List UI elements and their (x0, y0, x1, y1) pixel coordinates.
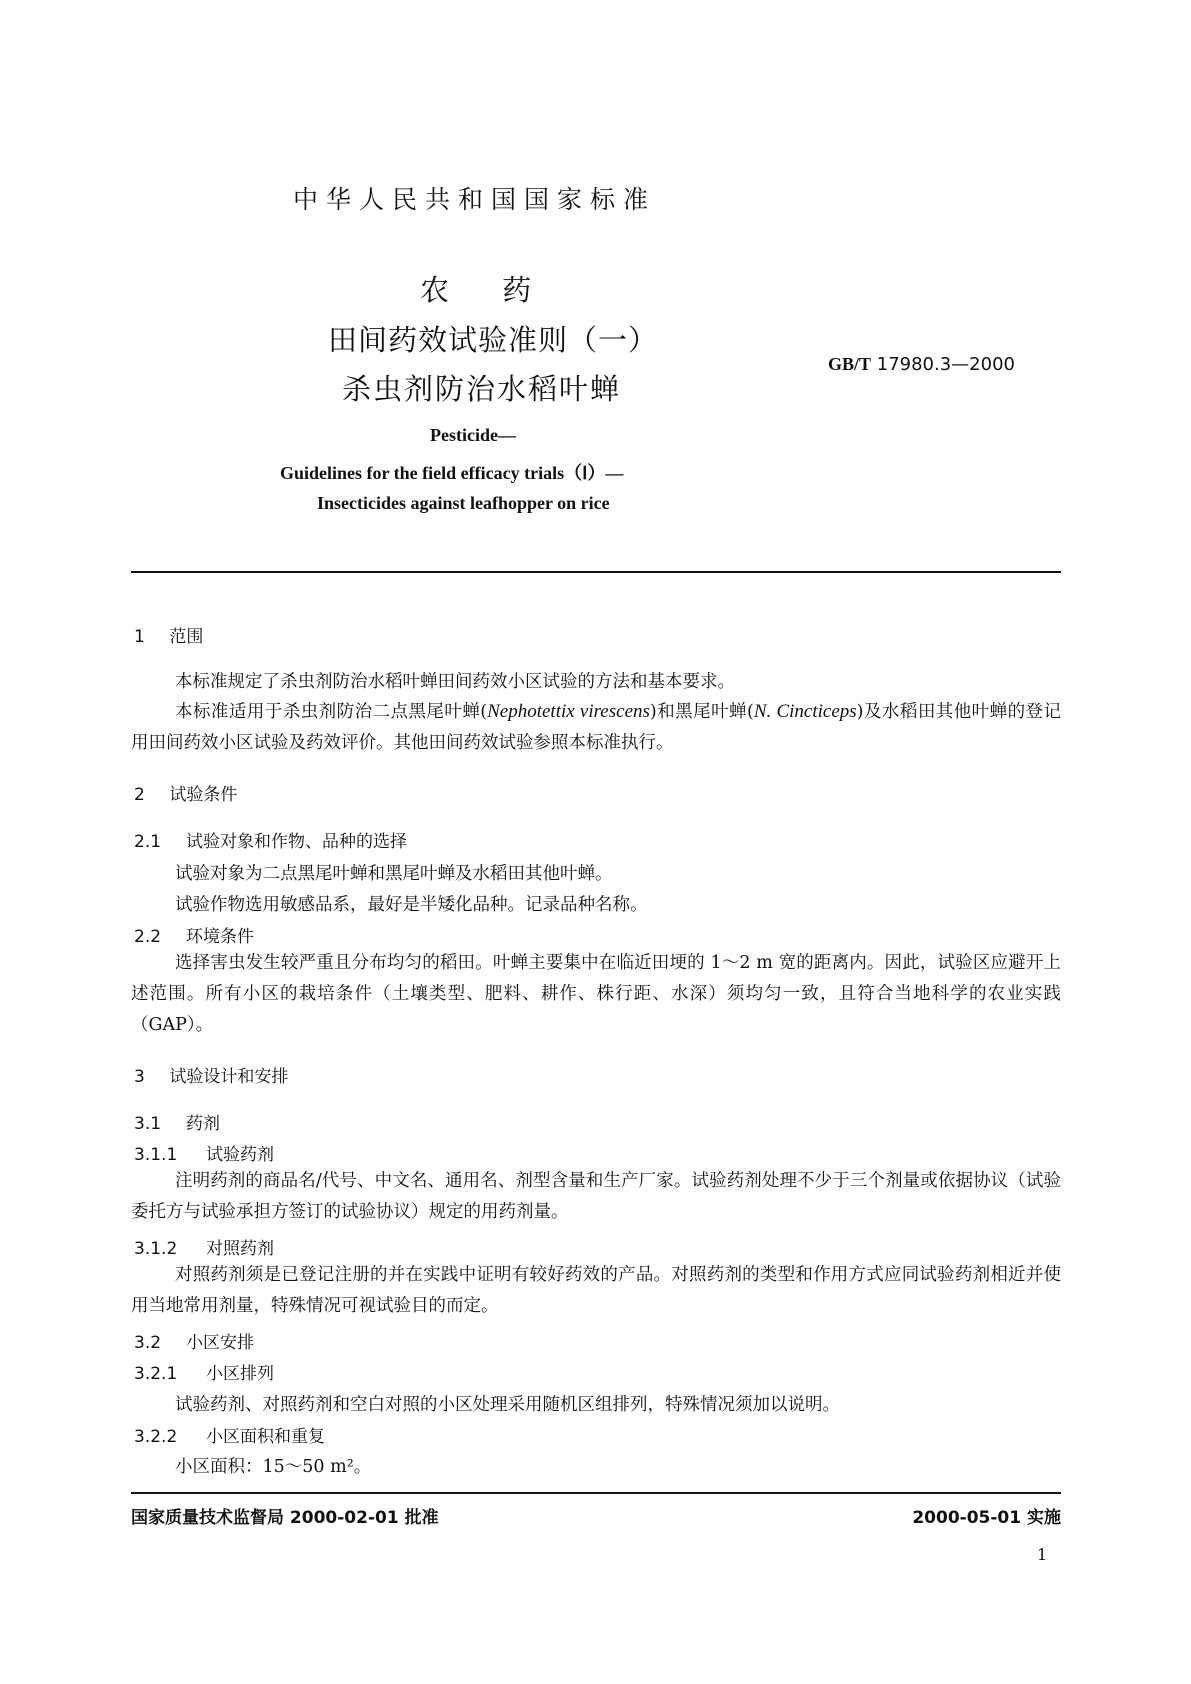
subsection-2-1-paragraph-1: 试验对象为二点黑尾叶蝉和黑尾叶蝉及水稻田其他叶蝉。 (175, 864, 613, 884)
subsection-3-2-2-heading (134, 1422, 325, 1447)
text-run: )及水稻田其他叶蝉的登记用田间药效小区试验及药效评价。其他田间药效试验参照本标准执行。 (131, 702, 1062, 753)
standard-code: 17980.3—2000 (876, 354, 1015, 375)
subsection-title: 环境条件 (186, 927, 254, 947)
english-title-line-1: Pesticide— (430, 425, 516, 445)
footer-divider (131, 1492, 1061, 1494)
subsection-3-2-2-paragraph: 小区面积：15～50 m²。 (175, 1457, 372, 1477)
subsection-title: 对照药剂 (206, 1239, 274, 1259)
subsection-3-1-1-heading (134, 1140, 274, 1165)
subsection-number: 2.2 (134, 927, 162, 947)
subsection-title: 小区排列 (206, 1364, 274, 1384)
text-run: )和黑尾叶蝉( (649, 702, 754, 722)
subsection-3-1-2-paragraph: 对照药剂须是已登记注册的并在实践中证明有较好药效的产品。对照药剂的类型和作用方式应同试验药剂相近并使用当地常用剂量，特殊情况可视试验目的而定。 (131, 1265, 1061, 1316)
implementation-date: 2000-05-01 实施 (912, 1508, 1061, 1528)
title-line-3: 杀虫剂防治水稻叶蝉 (342, 372, 622, 406)
section-number: 1 (134, 627, 145, 647)
subsection-2-2-paragraph: 选择害虫发生较严重且分布均匀的稻田。叶蝉主要集中在临近田埂的 1～2 m 宽的距离内。因此，试验区应避开上述范围。所有小区的栽培条件（土壤类型、肥料、耕作、株行距、水深）须均匀一致，且符合当地科学的农业实践（GAP）。 (131, 953, 1061, 1035)
text-run: 本标准适用于杀虫剂防治二点黑尾叶蝉( (175, 702, 488, 722)
section-2-heading (134, 780, 237, 805)
subsection-3-1-2-heading (134, 1234, 274, 1259)
subsection-title: 试验对象和作物、品种的选择 (186, 832, 407, 852)
title-line-2: 田间药效试验准则（一） (328, 323, 659, 357)
section-title: 范围 (169, 627, 204, 647)
standard-number (828, 354, 1015, 375)
approval-line: 国家质量技术监督局 2000-02-01 批准 (131, 1508, 439, 1528)
section-3-heading (134, 1062, 288, 1087)
subsection-number: 3.1.2 (134, 1239, 178, 1259)
subsection-3-1-heading (134, 1109, 220, 1134)
header-divider (131, 571, 1061, 573)
subsection-number: 3.1 (134, 1114, 162, 1134)
subsection-3-2-1-paragraph: 试验药剂、对照药剂和空白对照的小区处理采用随机区组排列，特殊情况须加以说明。 (175, 1395, 840, 1415)
subsection-number: 3.2.2 (134, 1427, 178, 1447)
section-1-heading (134, 622, 203, 647)
subsection-number: 3.2.1 (134, 1364, 178, 1384)
subsection-title: 试验药剂 (206, 1145, 274, 1165)
section-1-paragraph-2 (131, 696, 1061, 759)
standard-prefix: GB/T (828, 354, 872, 374)
title-line-1: 农 药 (420, 273, 532, 307)
section-number: 2 (134, 785, 145, 805)
latin-species-name: N. Cincticeps (753, 701, 857, 722)
subsection-2-1-heading (134, 827, 407, 852)
subsection-3-2-1-heading (134, 1359, 274, 1384)
subsection-number: 2.1 (134, 832, 162, 852)
national-standard-heading: 中华人民共和国国家标准 (293, 185, 657, 214)
section-title: 试验设计和安排 (169, 1067, 289, 1087)
subsection-number: 3.2 (134, 1333, 162, 1353)
latin-species-name: Nephotettix virescens (487, 701, 650, 722)
section-number: 3 (134, 1067, 145, 1087)
subsection-3-2-heading (134, 1328, 254, 1353)
subsection-title: 小区面积和重复 (206, 1427, 325, 1447)
section-title: 试验条件 (169, 785, 238, 805)
english-title-line-2: Guidelines for the field efficacy trials（Ⅰ）— (280, 463, 624, 483)
subsection-3-1-1-paragraph: 注明药剂的商品名/代号、中文名、通用名、剂型含量和生产厂家。试验药剂处理不少于三个剂量或依据协议（试验委托方与试验承担方签订的试验协议）规定的用药剂量。 (131, 1171, 1061, 1222)
subsection-title: 药剂 (186, 1114, 220, 1134)
subsection-2-2-heading (134, 922, 254, 947)
page-number: 1 (1037, 1545, 1048, 1564)
subsection-title: 小区安排 (186, 1333, 254, 1353)
subsection-number: 3.1.1 (134, 1145, 178, 1165)
english-title-line-3: Insecticides against leafhopper on rice (317, 493, 610, 513)
section-1-paragraph-1: 本标准规定了杀虫剂防治水稻叶蝉田间药效小区试验的方法和基本要求。 (175, 672, 735, 692)
subsection-2-1-paragraph-2: 试验作物选用敏感品系，最好是半矮化品种。记录品种名称。 (175, 895, 648, 915)
